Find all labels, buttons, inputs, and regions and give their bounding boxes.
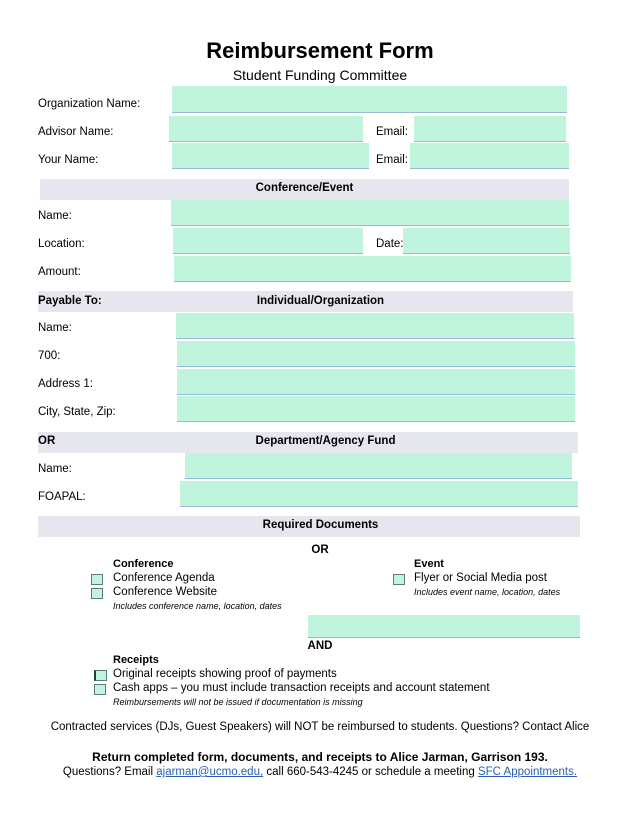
advisor-name-label: Advisor Name: bbox=[38, 126, 114, 138]
amount-field[interactable] bbox=[174, 256, 571, 282]
advisor-email-field[interactable] bbox=[414, 116, 566, 142]
amount-label: Amount: bbox=[38, 266, 81, 278]
conference-website-checkbox[interactable] bbox=[91, 588, 103, 599]
address-1-label: Address 1: bbox=[38, 378, 93, 390]
conference-name-field[interactable] bbox=[171, 200, 569, 226]
email-link[interactable]: ajarman@ucmo.edu, bbox=[156, 766, 264, 778]
id-700-label: 700: bbox=[38, 350, 61, 362]
payee-name-label: Name: bbox=[38, 322, 72, 334]
return-line: Return completed form, documents, and receipts to Alice Jarman, Garrison 193. bbox=[92, 750, 548, 764]
form-subtitle: Student Funding Committee bbox=[232, 67, 408, 83]
event-docs-note: Includes event name, location, dates bbox=[414, 587, 561, 597]
your-name-field[interactable] bbox=[172, 143, 369, 169]
conference-docs-note: Includes conference name, location, dates bbox=[113, 601, 282, 611]
docs-or-label: OR bbox=[311, 544, 329, 556]
questions-line bbox=[0, 766, 640, 778]
return-instructions bbox=[0, 750, 640, 764]
id-700-field[interactable] bbox=[177, 341, 575, 367]
city-state-zip-field[interactable] bbox=[177, 396, 575, 422]
department-name-field[interactable] bbox=[185, 453, 572, 479]
form-title: Reimbursement Form bbox=[206, 38, 434, 63]
payee-name-field[interactable] bbox=[176, 313, 574, 339]
organization-name-field[interactable] bbox=[172, 86, 567, 113]
conference-website-label: Conference Website bbox=[113, 586, 217, 598]
documents-notes-field[interactable] bbox=[308, 615, 580, 638]
contracted-services-notice: Contracted services (DJs, Guest Speakers) will NOT be reimbursed to students. Questions? Contact Alice bbox=[50, 721, 590, 733]
advisor-email-label: Email: bbox=[376, 126, 408, 138]
or-label: OR bbox=[38, 435, 56, 447]
event-docs-title: Event bbox=[414, 558, 444, 570]
foapal-label: FOAPAL: bbox=[38, 491, 86, 503]
city-state-zip-label: City, State, Zip: bbox=[38, 406, 116, 418]
your-name-label: Your Name: bbox=[38, 154, 99, 166]
and-label: AND bbox=[307, 640, 333, 652]
location-field[interactable] bbox=[173, 228, 363, 254]
organization-name-label: Organization Name: bbox=[38, 98, 141, 110]
conference-docs-title: Conference bbox=[113, 558, 174, 570]
department-agency-heading: Department/Agency Fund bbox=[255, 435, 396, 447]
payable-to-label: Payable To: bbox=[38, 295, 102, 307]
conference-name-label: Name: bbox=[38, 210, 72, 222]
questions-prefix: Questions? Email bbox=[62, 766, 157, 778]
foapal-field[interactable] bbox=[180, 481, 578, 507]
date-field[interactable] bbox=[403, 228, 570, 254]
individual-organization-heading: Individual/Organization bbox=[256, 295, 385, 307]
address-1-field[interactable] bbox=[177, 369, 575, 395]
your-email-field[interactable] bbox=[410, 143, 569, 169]
cash-apps-label: Cash apps – you must include transaction receipts and account statement bbox=[113, 682, 490, 694]
sfc-appointments-link[interactable]: SFC Appointments. bbox=[477, 766, 578, 778]
original-receipts-checkbox[interactable] bbox=[94, 670, 107, 681]
location-label: Location: bbox=[38, 238, 85, 250]
department-name-label: Name: bbox=[38, 463, 72, 475]
flyer-social-checkbox[interactable] bbox=[393, 574, 405, 585]
conference-event-heading: Conference/Event bbox=[255, 182, 354, 194]
advisor-name-field[interactable] bbox=[169, 116, 363, 142]
date-label: Date: bbox=[376, 238, 404, 250]
required-documents-heading: Required Documents bbox=[262, 519, 379, 531]
conference-agenda-label: Conference Agenda bbox=[113, 572, 215, 584]
original-receipts-label: Original receipts showing proof of payments bbox=[113, 668, 337, 680]
flyer-social-label: Flyer or Social Media post bbox=[414, 572, 547, 584]
questions-mid: call 660-543-4245 or schedule a meeting bbox=[263, 766, 478, 778]
your-email-label: Email: bbox=[376, 154, 408, 166]
cash-apps-checkbox[interactable] bbox=[94, 684, 106, 695]
conference-agenda-checkbox[interactable] bbox=[91, 574, 103, 585]
receipts-note: Reimbursements will not be issued if documentation is missing bbox=[113, 697, 363, 707]
receipts-title: Receipts bbox=[113, 654, 159, 666]
